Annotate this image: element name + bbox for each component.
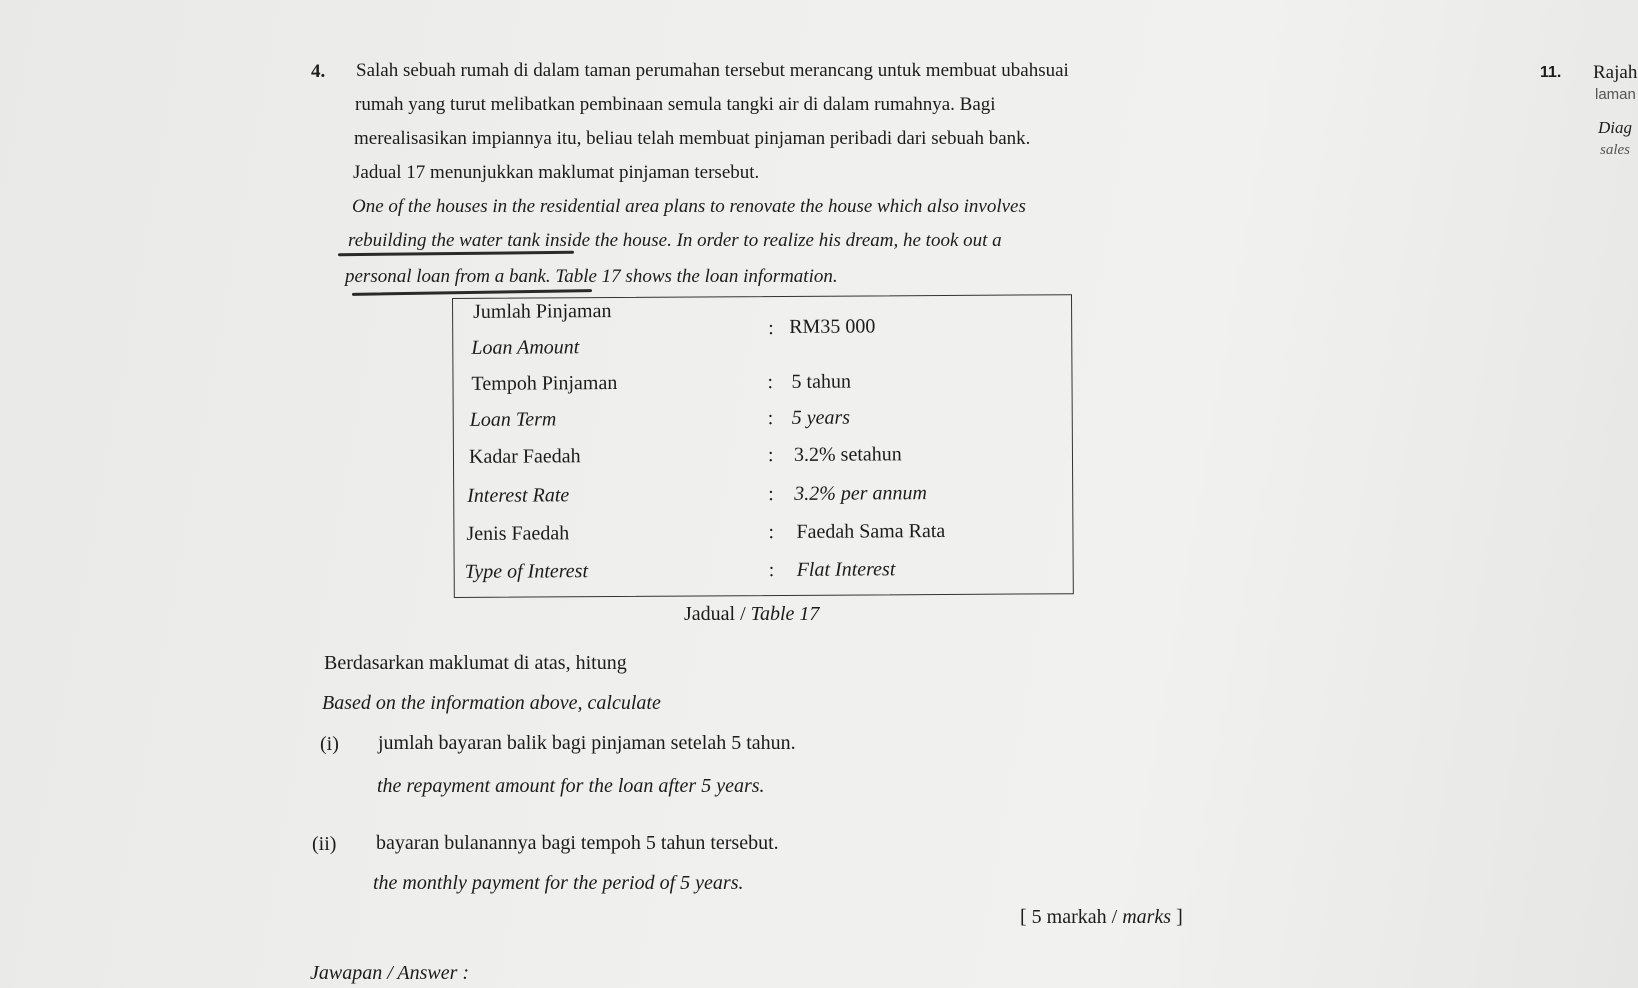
part-i-english: the repayment amount for the loan after 5 years. <box>377 775 765 797</box>
english-line-1: One of the houses in the residential area plans to renovate the house which also involves <box>352 196 1026 217</box>
side-line-3: Diag <box>1598 118 1632 137</box>
table-caption-english: Table 17 <box>750 603 820 625</box>
side-line-1: Rajah <box>1593 62 1638 83</box>
loan-term-value-malay: 5 tahun <box>791 370 852 393</box>
marks-label <box>1020 906 1183 929</box>
interest-rate-value-english: 3.2% per annum <box>794 482 928 505</box>
side-line-4: sales <box>1600 142 1630 158</box>
side-line-2: laman <box>1595 86 1636 103</box>
malay-line-2: rumah yang turut melibatkan pembinaan semula tangki air di dalam rumahnya. Bagi <box>355 94 996 115</box>
instruction-malay: Berdasarkan maklumat di atas, hitung <box>324 652 627 674</box>
interest-type-value-malay: Faedah Sama Rata <box>796 519 946 543</box>
interest-type-label-malay: Jenis Faedah <box>466 522 570 545</box>
english-line-3: personal loan from a bank. Table 17 shows the loan information. <box>345 266 838 287</box>
separator: : <box>767 371 774 394</box>
separator: : <box>768 521 775 544</box>
loan-amount-label-english: Loan Amount <box>471 336 580 359</box>
loan-table <box>452 294 1074 598</box>
part-i-malay: jumlah bayaran balik bagi pinjaman setelah 5 tahun. <box>378 732 796 754</box>
part-ii-label: (ii) <box>312 833 337 855</box>
separator: : <box>768 483 774 506</box>
answer-label: Jawapan / Answer : <box>310 962 470 984</box>
part-i-label: (i) <box>320 733 339 755</box>
malay-line-1: Salah sebuah rumah di dalam taman perumahan tersebut merancang untuk membuat ubahsuai <box>356 60 1069 81</box>
interest-rate-value-malay: 3.2% setahun <box>793 443 902 466</box>
table-caption-malay: Jadual / <box>684 603 751 625</box>
separator: : <box>767 444 774 467</box>
loan-term-label-english: Loan Term <box>469 408 557 431</box>
malay-line-3: merealisasikan impiannya itu, beliau telah membuat pinjaman peribadi dari sebuah bank. <box>354 128 1031 149</box>
separator: : <box>768 317 774 340</box>
interest-type-value-english: Flat Interest <box>796 558 896 581</box>
marks-english: marks <box>1122 906 1172 928</box>
interest-rate-label-malay: Kadar Faedah <box>468 445 581 468</box>
interest-type-label-english: Type of Interest <box>464 560 589 583</box>
loan-term-label-malay: Tempoh Pinjaman <box>471 371 618 395</box>
part-ii-english: the monthly payment for the period of 5 years. <box>373 872 744 894</box>
marks-close: ] <box>1171 906 1183 928</box>
marks-malay: [ 5 markah / <box>1020 906 1123 928</box>
side-question-number: 11. <box>1540 64 1562 81</box>
question-number: 4. <box>311 61 326 82</box>
loan-amount-label-malay: Jumlah Pinjaman <box>473 300 612 323</box>
table-caption <box>684 603 819 626</box>
loan-term-value-english: 5 years <box>791 406 851 429</box>
malay-line-4: Jadual 17 menunjukkan maklumat pinjaman tersebut. <box>353 162 760 183</box>
separator: : <box>768 559 775 582</box>
pen-underline-2 <box>352 289 592 296</box>
part-ii-malay: bayaran bulanannya bagi tempoh 5 tahun tersebut. <box>376 832 779 854</box>
interest-rate-label-english: Interest Rate <box>467 484 570 507</box>
loan-amount-value: RM35 000 <box>789 315 876 338</box>
instruction-english: Based on the information above, calculate <box>322 692 661 714</box>
english-line-2: rebuilding the water tank inside the house. In order to realize his dream, he took out a <box>348 230 1002 251</box>
separator: : <box>767 407 774 430</box>
